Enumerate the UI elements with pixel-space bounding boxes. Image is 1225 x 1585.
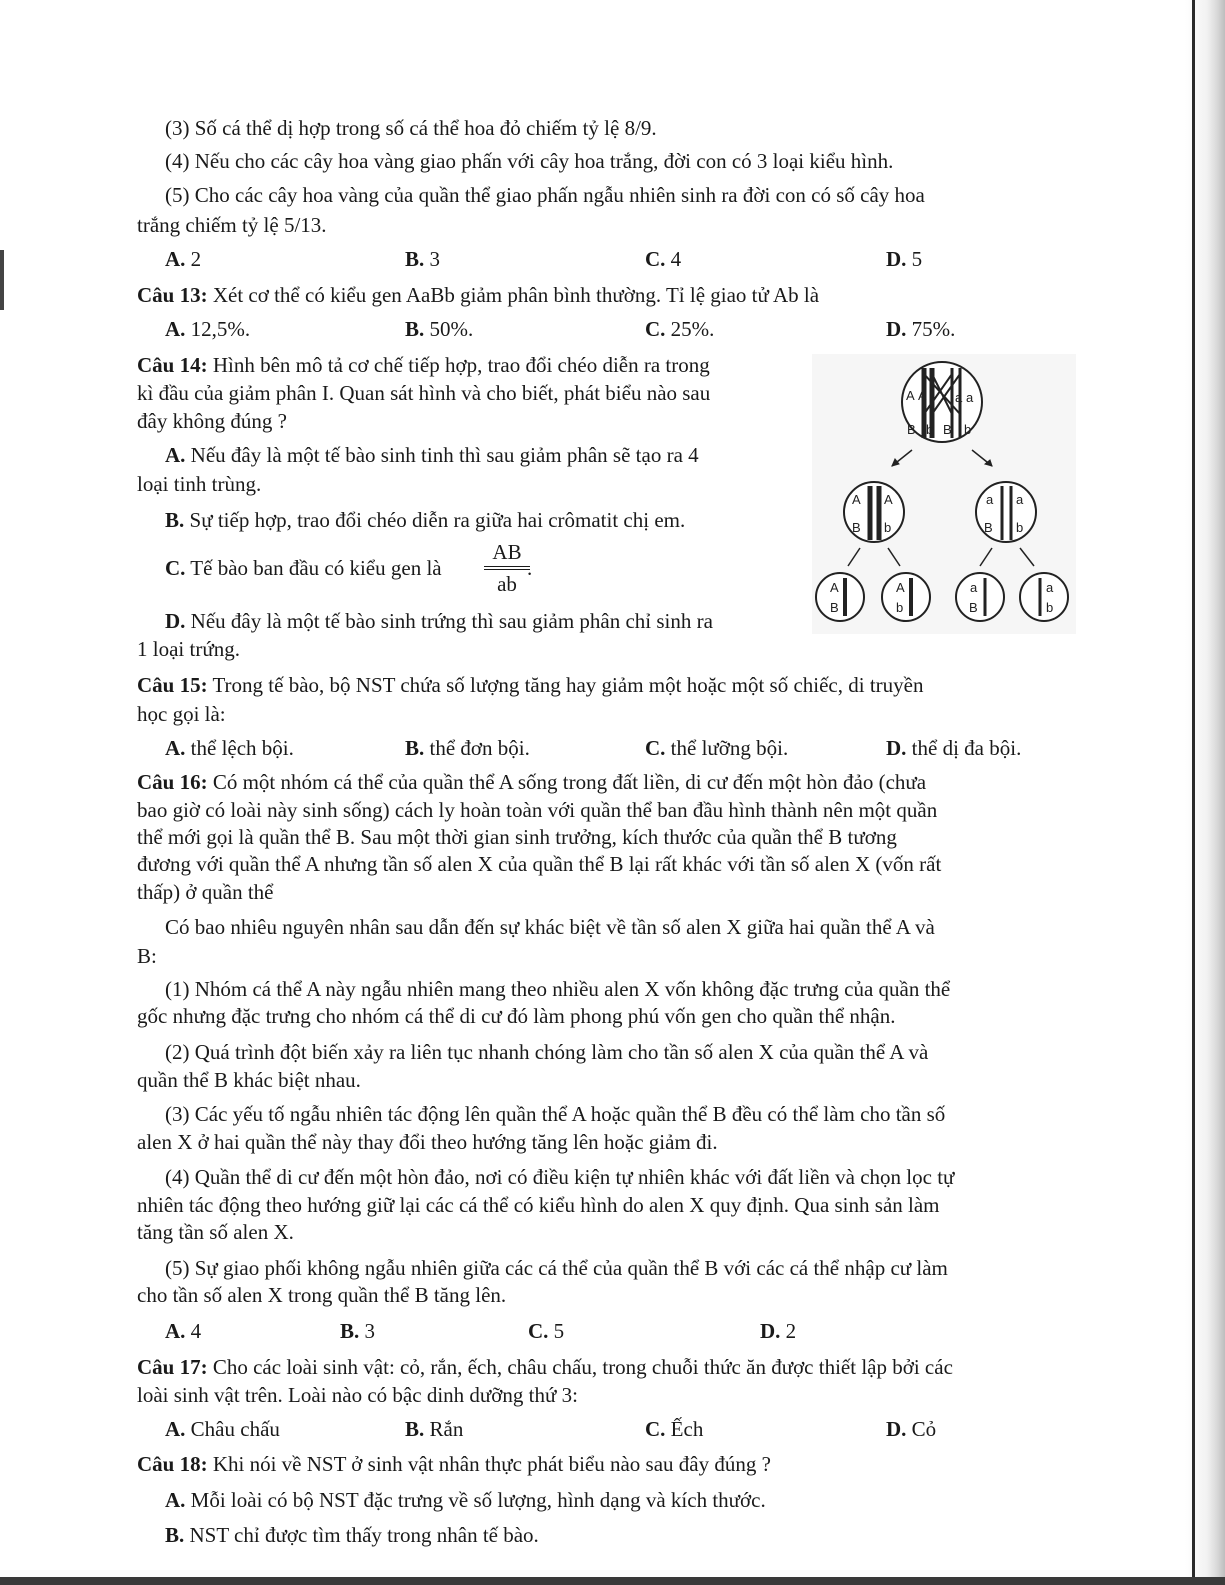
option-letter: B. bbox=[405, 1417, 425, 1441]
option-text: 4 bbox=[185, 1319, 202, 1343]
option-letter: B. bbox=[165, 1523, 185, 1547]
q17-question-line-2: loài sinh vật trên. Loài nào có bậc dinh dưỡng thứ 3: bbox=[137, 1383, 578, 1407]
q16-statement-2-cont: quần thể B khác biệt nhau. bbox=[137, 1068, 361, 1092]
daughter-cell-1 bbox=[844, 482, 904, 542]
option-text: 75%. bbox=[906, 317, 956, 341]
q18-option-b[interactable] bbox=[165, 1522, 1093, 1548]
diagram-label-b: b bbox=[1016, 520, 1024, 535]
q13-option-b[interactable] bbox=[405, 316, 473, 342]
option-text: Nếu đây là một tế bào sinh tinh thì sau giảm phân sẽ tạo ra 4 bbox=[185, 443, 699, 467]
q12-statement-5-cont: trắng chiếm tỷ lệ 5/13. bbox=[137, 213, 327, 237]
question-text: Có một nhóm cá thể của quần thể A sống trong đất liền, di cư đến một hòn đảo (chưa bbox=[207, 770, 927, 794]
diagram-label-A: A bbox=[918, 388, 927, 403]
diagram-label-A: A bbox=[884, 492, 893, 507]
fraction-denominator: ab bbox=[497, 572, 517, 596]
option-text: Nếu đây là một tế bào sinh trứng thì sau giảm phân chỉ sinh ra bbox=[185, 609, 713, 633]
option-letter: D. bbox=[886, 247, 907, 271]
option-text: Sự tiếp hợp, trao đổi chéo diễn ra giữa hai crômatit chị em. bbox=[184, 508, 686, 532]
option-letter: B. bbox=[165, 508, 185, 532]
diagram-label-b: b bbox=[964, 422, 972, 437]
option-letter: C. bbox=[645, 317, 666, 341]
option-letter: D. bbox=[886, 317, 907, 341]
page-edge-line bbox=[1192, 0, 1195, 1585]
q15-option-b[interactable] bbox=[405, 735, 530, 761]
diagram-label-A: A bbox=[906, 388, 915, 403]
option-letter: D. bbox=[165, 609, 186, 633]
q12-option-c[interactable] bbox=[645, 246, 681, 272]
q16-statement-3: (3) Các yếu tố ngẫu nhiên tác động lên quần thể A hoặc quần thể B đều có thể làm cho tần số bbox=[165, 1102, 946, 1126]
option-letter: C. bbox=[645, 736, 666, 760]
question-text: Khi nói về NST ở sinh vật nhân thực phát biểu nào sau đây đúng ? bbox=[207, 1452, 771, 1476]
daughter-cell-2 bbox=[976, 482, 1036, 542]
option-letter: A. bbox=[165, 1488, 186, 1512]
gamete-4 bbox=[1020, 573, 1068, 621]
option-letter: B. bbox=[405, 736, 425, 760]
q15-option-c[interactable] bbox=[645, 735, 788, 761]
option-text: 5 bbox=[906, 247, 923, 271]
question-label: Câu 14: bbox=[137, 353, 208, 377]
diagram-label-a: a bbox=[986, 492, 994, 507]
q16-statement-4-cont-2: tăng tần số alen X. bbox=[137, 1220, 294, 1244]
option-letter: C. bbox=[165, 556, 186, 580]
diagram-label-b: b bbox=[896, 600, 904, 615]
option-letter: C. bbox=[528, 1319, 549, 1343]
diagram-label-b: b bbox=[1046, 600, 1054, 615]
q17-question bbox=[137, 1354, 1065, 1380]
diagram-label-a: a bbox=[966, 390, 974, 405]
diagram-label-b: b bbox=[884, 520, 892, 535]
q15-option-d[interactable] bbox=[886, 735, 1021, 761]
question-label: Câu 15: bbox=[137, 673, 208, 697]
q17-option-d[interactable] bbox=[886, 1416, 936, 1442]
q16-option-b[interactable] bbox=[340, 1318, 375, 1344]
option-text: 2 bbox=[185, 247, 202, 271]
q16-prompt-cont: B: bbox=[137, 944, 157, 968]
q16-line-2: bao giờ có loài này sinh sống) cách ly hoàn toàn với quần thể ban đầu hình thành nên một quần bbox=[137, 798, 938, 822]
gamete-1 bbox=[816, 573, 864, 621]
option-text: Mỗi loài có bộ NST đặc trưng về số lượng, hình dạng và kích thước. bbox=[185, 1488, 766, 1512]
question-text: Trong tế bào, bộ NST chứa số lượng tăng hay giảm một hoặc một số chiếc, di truyền bbox=[207, 673, 924, 697]
q16-prompt: Có bao nhiêu nguyên nhân sau dẫn đến sự khác biệt về tần số alen X giữa hai quần thể A và bbox=[165, 915, 935, 939]
gamete-2 bbox=[882, 573, 930, 621]
option-text: 4 bbox=[665, 247, 682, 271]
question-label: Câu 13: bbox=[137, 283, 208, 307]
diagram-label-B: B bbox=[984, 520, 993, 535]
option-letter: A. bbox=[165, 317, 186, 341]
q12-option-d[interactable] bbox=[886, 246, 922, 272]
q16-line-3: thể mới gọi là quần thể B. Sau một thời gian sinh trưởng, kích thước của quần thể B tương bbox=[137, 825, 897, 849]
q18-option-a[interactable] bbox=[165, 1487, 1093, 1513]
page-bottom-edge bbox=[0, 1577, 1225, 1585]
option-text: 12,5%. bbox=[185, 317, 251, 341]
genotype-fraction bbox=[484, 540, 533, 596]
option-text: 2 bbox=[780, 1319, 797, 1343]
option-text: thể dị đa bội. bbox=[906, 736, 1022, 760]
q14-question-line-2: kì đầu của giảm phân I. Quan sát hình và cho biết, phát biểu nào sau bbox=[137, 381, 711, 405]
diagram-label-b: b bbox=[926, 422, 934, 437]
diagram-label-B: B bbox=[907, 422, 916, 437]
page-edge-mark bbox=[0, 250, 4, 310]
option-letter: A. bbox=[165, 247, 186, 271]
question-text: Cho các loài sinh vật: cỏ, rắn, ếch, châu chấu, trong chuỗi thức ăn được thiết lập bởi các bbox=[207, 1355, 953, 1379]
question-text: Hình bên mô tả cơ chế tiếp hợp, trao đổi chéo diễn ra trong bbox=[207, 353, 710, 377]
parent-cell bbox=[902, 362, 982, 442]
q17-option-c[interactable] bbox=[645, 1416, 703, 1442]
fraction-period: . bbox=[527, 556, 533, 580]
option-text: NST chỉ được tìm thấy trong nhân tế bào. bbox=[184, 1523, 539, 1547]
diagram-label-a: a bbox=[970, 580, 978, 595]
diagram-label-B: B bbox=[969, 600, 978, 615]
option-text: thể lệch bội. bbox=[185, 736, 294, 760]
q13-option-d[interactable] bbox=[886, 316, 955, 342]
q12-statement-4: (4) Nếu cho các cây hoa vàng giao phấn với cây hoa trắng, đời con có 3 loại kiểu hình. bbox=[165, 149, 894, 173]
question-text: Xét cơ thể có kiểu gen AaBb giảm phân bình thường. Tỉ lệ giao tử Ab là bbox=[207, 283, 820, 307]
q12-statement-5: (5) Cho các cây hoa vàng của quần thể giao phấn ngẫu nhiên sinh ra đời con có số cây hoa bbox=[165, 183, 925, 207]
q16-statement-4-cont: nhiên tác động theo hướng giữ lại các cá thể có kiểu hình do alen X quy định. Qua sinh sản làm bbox=[137, 1193, 940, 1217]
q13-question bbox=[137, 282, 1065, 308]
option-text: Châu chấu bbox=[185, 1417, 280, 1441]
page-edge-shadow bbox=[1185, 0, 1225, 1585]
q12-option-a[interactable] bbox=[165, 246, 201, 272]
diagram-label-a: a bbox=[955, 390, 963, 405]
meiosis-crossing-over-diagram bbox=[812, 354, 1076, 634]
q14-question-line-3: đây không đúng ? bbox=[137, 409, 287, 433]
q16-statement-4: (4) Quần thể di cư đến một hòn đảo, nơi có điều kiện tự nhiên khác với đất liền và chọn lọc tự bbox=[165, 1165, 955, 1189]
q14-option-d-cont: 1 loại trứng. bbox=[137, 637, 240, 661]
option-text: Ếch bbox=[665, 1417, 704, 1441]
q12-statement-3: (3) Số cá thể dị hợp trong số cá thể hoa đỏ chiếm tỷ lệ 8/9. bbox=[165, 116, 657, 140]
option-text: Tế bào ban đầu có kiểu gen là bbox=[185, 556, 442, 580]
q16-statement-2: (2) Quá trình đột biến xảy ra liên tục nhanh chóng làm cho tần số alen X của quần thể A và bbox=[165, 1040, 929, 1064]
q13-option-a[interactable] bbox=[165, 316, 250, 342]
option-text: 3 bbox=[424, 247, 441, 271]
q15-question-line-2: học gọi là: bbox=[137, 702, 226, 726]
q14-option-d[interactable] bbox=[165, 608, 825, 634]
option-letter: C. bbox=[645, 247, 666, 271]
fraction-numerator: AB bbox=[492, 540, 522, 564]
q16-question bbox=[137, 769, 1065, 795]
diagram-label-A: A bbox=[896, 580, 905, 595]
option-text: thể đơn bội. bbox=[424, 736, 530, 760]
diagram-label-B: B bbox=[852, 520, 861, 535]
option-letter: D. bbox=[886, 1417, 907, 1441]
option-letter: D. bbox=[760, 1319, 781, 1343]
question-label: Câu 18: bbox=[137, 1452, 208, 1476]
diagram-label-A: A bbox=[852, 492, 861, 507]
option-letter: A. bbox=[165, 736, 186, 760]
option-letter: A. bbox=[165, 1319, 186, 1343]
option-text: 25%. bbox=[665, 317, 715, 341]
q16-option-c[interactable] bbox=[528, 1318, 564, 1344]
option-letter: B. bbox=[405, 317, 425, 341]
q14-question bbox=[137, 352, 797, 378]
q17-option-b[interactable] bbox=[405, 1416, 463, 1442]
q16-line-4: đương với quần thể A nhưng tần số alen X của quần thể B lại rất khác với tần số alen X (vốn rất bbox=[137, 852, 942, 876]
q16-line-5: thấp) ở quần thể bbox=[137, 880, 274, 904]
diagram-label-A: A bbox=[830, 580, 839, 595]
option-letter: D. bbox=[886, 736, 907, 760]
option-letter: A. bbox=[165, 1417, 186, 1441]
diagram-label-a: a bbox=[1046, 580, 1054, 595]
q18-question bbox=[137, 1451, 1065, 1477]
gamete-3 bbox=[956, 573, 1004, 621]
option-text: thể lưỡng bội. bbox=[665, 736, 789, 760]
q16-option-d[interactable] bbox=[760, 1318, 796, 1344]
q13-option-c[interactable] bbox=[645, 316, 714, 342]
fraction-bar bbox=[484, 566, 530, 567]
q16-statement-1: (1) Nhóm cá thể A này ngẫu nhiên mang theo nhiều alen X vốn không đặc trưng của quần thể bbox=[165, 977, 951, 1001]
q12-option-b[interactable] bbox=[405, 246, 440, 272]
q16-option-a[interactable] bbox=[165, 1318, 201, 1344]
option-text: Rắn bbox=[424, 1417, 464, 1441]
q15-question bbox=[137, 672, 1065, 698]
q16-statement-5-cont: cho tần số alen X trong quần thể B tăng lên. bbox=[137, 1283, 507, 1307]
option-text: 50%. bbox=[424, 317, 474, 341]
option-text: 3 bbox=[359, 1319, 376, 1343]
q14-option-b[interactable] bbox=[165, 507, 825, 533]
option-letter: C. bbox=[645, 1417, 666, 1441]
q17-option-a[interactable] bbox=[165, 1416, 280, 1442]
diagram-label-B: B bbox=[943, 422, 952, 437]
q15-option-a[interactable] bbox=[165, 735, 294, 761]
q14-option-a[interactable] bbox=[165, 442, 825, 468]
question-label: Câu 17: bbox=[137, 1355, 208, 1379]
diagram-label-B: B bbox=[830, 600, 839, 615]
q16-statement-5: (5) Sự giao phối không ngẫu nhiên giữa các cá thể của quần thể B với các cá thể nhập cư làm bbox=[165, 1256, 948, 1280]
option-letter: A. bbox=[165, 443, 186, 467]
option-letter: B. bbox=[405, 247, 425, 271]
question-label: Câu 16: bbox=[137, 770, 208, 794]
diagram-label-a: a bbox=[1016, 492, 1024, 507]
option-text: 5 bbox=[548, 1319, 565, 1343]
option-text: Cỏ bbox=[906, 1417, 937, 1441]
option-letter: B. bbox=[340, 1319, 360, 1343]
q16-statement-1-cont: gốc nhưng đặc trưng cho nhóm cá thể di cư đó làm phong phú vốn gen cho quần thể nhận. bbox=[137, 1004, 896, 1028]
q16-statement-3-cont: alen X ở hai quần thể này thay đổi theo hướng tăng lên hoặc giảm đi. bbox=[137, 1130, 718, 1154]
q14-option-a-cont: loại tinh trùng. bbox=[137, 472, 262, 496]
fraction-bar bbox=[484, 569, 530, 570]
